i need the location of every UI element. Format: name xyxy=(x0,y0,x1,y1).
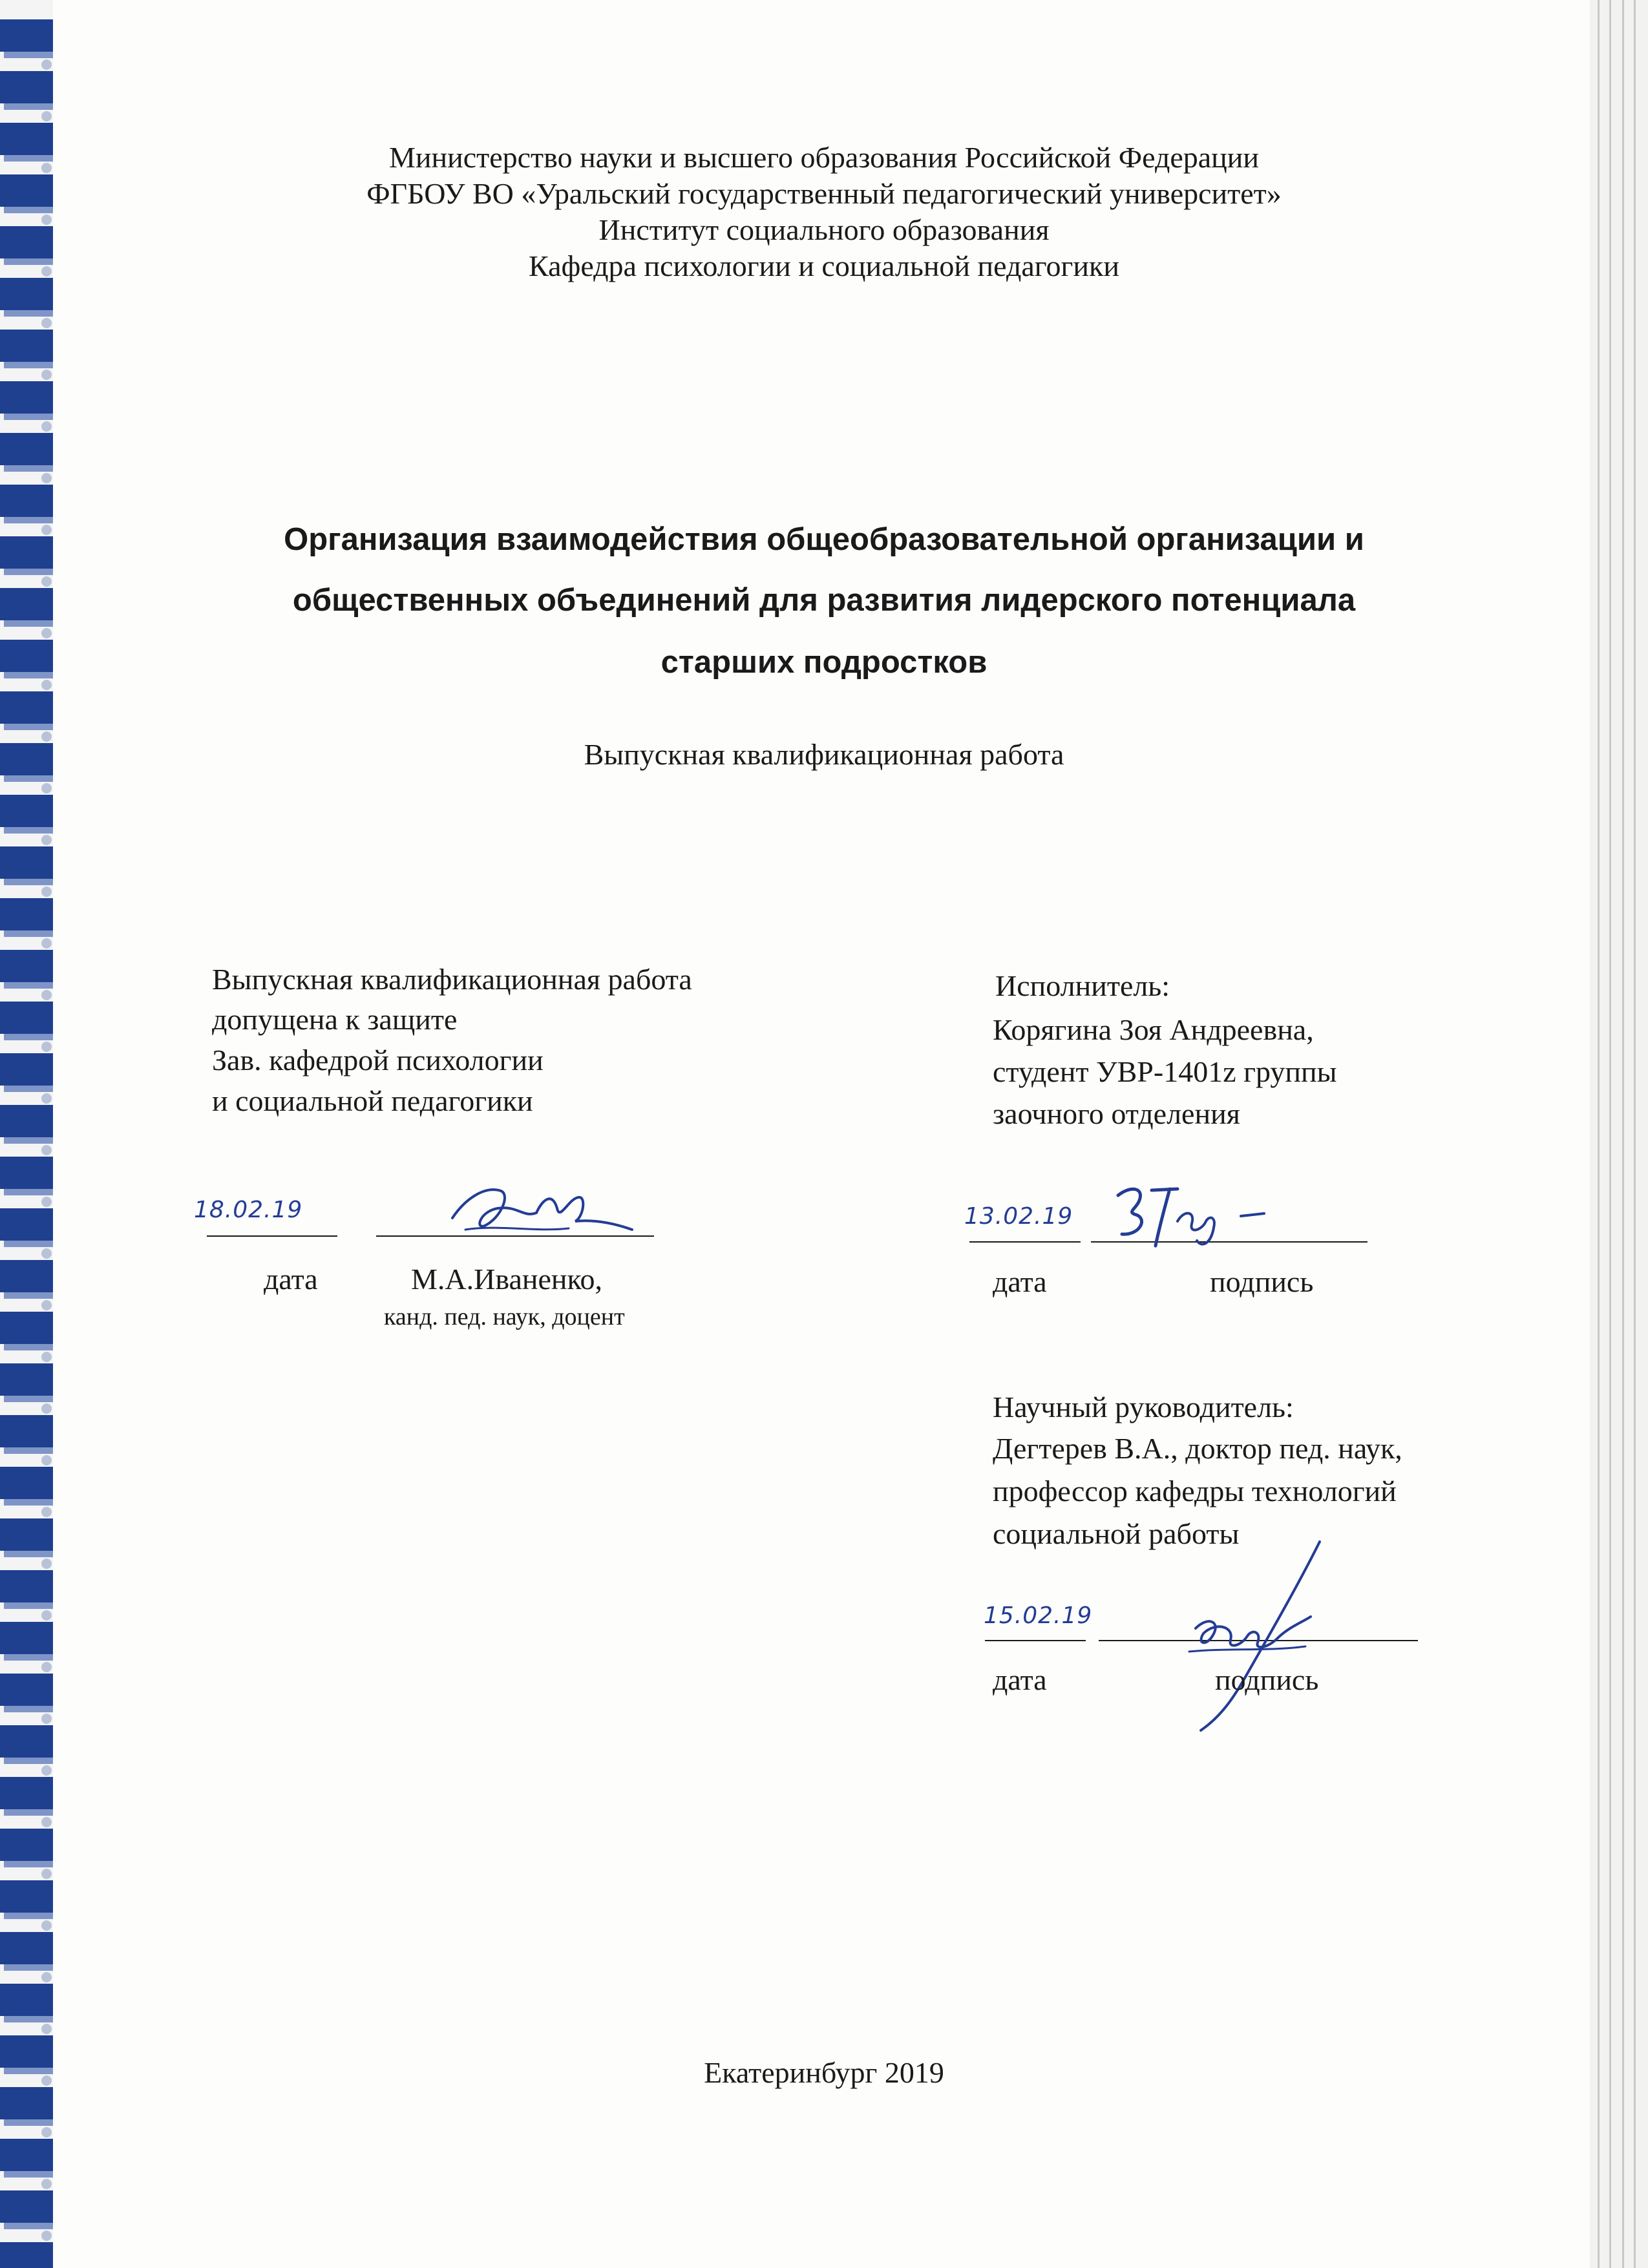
binding-tab xyxy=(0,2139,53,2171)
approval-line-2: допущена к защите xyxy=(212,1003,458,1036)
ministry-line: Министерство науки и высшего образования Российской Федерации xyxy=(388,141,1260,174)
approval-rank: канд. пед. наук, доцент xyxy=(384,1303,625,1330)
author-name: Корягина Зоя Андреевна, xyxy=(993,1013,1314,1046)
approval-signature xyxy=(439,1173,633,1244)
binding-tab xyxy=(0,1777,53,1809)
binding-tab xyxy=(0,1260,53,1292)
binding-tab xyxy=(0,1467,53,1499)
approval-line-3: Зав. кафедрой психологии xyxy=(212,1044,544,1076)
binding-tab xyxy=(0,1208,53,1241)
binding-ring xyxy=(41,473,52,483)
binding-ring xyxy=(41,318,52,328)
page-edges xyxy=(1590,0,1648,2268)
binding-tab xyxy=(0,898,53,930)
supervisor-sign-label: подпись xyxy=(1215,1663,1319,1696)
binding-tab xyxy=(0,1053,53,1086)
binding-tab xyxy=(0,691,53,724)
binding-ring xyxy=(41,2024,52,2034)
city-year: Екатеринбург 2019 xyxy=(704,2056,944,2089)
author-sign-label: подпись xyxy=(1210,1265,1314,1298)
author-date-label: дата xyxy=(993,1265,1047,1298)
binding-tab xyxy=(0,950,53,982)
binding-tab xyxy=(0,1518,53,1551)
approval-line-1: Выпускная квалификационная работа xyxy=(212,963,692,996)
supervisor-label: Научный руководитель: xyxy=(993,1391,1294,1423)
binding-tab xyxy=(0,2190,53,2223)
author-signature xyxy=(1105,1176,1273,1254)
binding-tab xyxy=(0,1622,53,1654)
work-type: Выпускная квалификационная работа xyxy=(584,738,1064,771)
binding-tab xyxy=(0,2087,53,2119)
author-date-handwritten: 13.02.19 xyxy=(964,1203,1073,1230)
thesis-title-line-3: старших подростков xyxy=(660,645,988,680)
binding-ring xyxy=(41,111,52,121)
binding-ring xyxy=(41,1972,52,1982)
approval-line-4: и социальной педагогики xyxy=(212,1084,533,1117)
binding-tab xyxy=(0,846,53,879)
binding-ring xyxy=(41,628,52,638)
binding-ring xyxy=(41,990,52,1000)
binding-ring xyxy=(41,1248,52,1259)
binding-tab xyxy=(0,1105,53,1137)
binding-ring xyxy=(41,2231,52,2241)
approval-date-line xyxy=(207,1235,337,1237)
approval-date-label: дата xyxy=(264,1263,318,1296)
binding-tab xyxy=(0,1984,53,2016)
binding-tab xyxy=(0,1415,53,1447)
supervisor-line-1: Дегтерев В.А., доктор пед. наук, xyxy=(993,1432,1402,1465)
binding-tab xyxy=(0,1157,53,1189)
binding-ring xyxy=(41,938,52,949)
binding-tab xyxy=(0,1880,53,1913)
supervisor-date-line xyxy=(985,1640,1086,1641)
binding-ring xyxy=(41,1714,52,1724)
binding-tab xyxy=(0,1002,53,1034)
binding-ring xyxy=(41,1042,52,1052)
binding-ring xyxy=(41,1145,52,1155)
binding-tab xyxy=(0,330,53,362)
binding-ring xyxy=(41,1507,52,1517)
thesis-title-line-1: Организация взаимодействия общеобразовательной организации и xyxy=(284,522,1364,557)
binding-ring xyxy=(41,1817,52,1827)
binding-ring xyxy=(41,1352,52,1362)
binding-ring xyxy=(41,1610,52,1621)
binding-ring xyxy=(41,59,52,70)
department-line: Кафедра психологии и социальной педагогики xyxy=(529,249,1119,282)
binding-tab xyxy=(0,433,53,465)
binding-ring xyxy=(41,1662,52,1672)
binding-ring xyxy=(41,1869,52,1879)
binding-ring xyxy=(41,2179,52,2189)
supervisor-line-3: социальной работы xyxy=(993,1517,1240,1550)
binding-ring xyxy=(41,1300,52,1310)
binding-tab xyxy=(0,485,53,517)
binding-ring xyxy=(41,1920,52,1931)
supervisor-signature xyxy=(1150,1525,1344,1738)
approval-date-handwritten: 18.02.19 xyxy=(194,1197,303,1223)
binding-ring xyxy=(41,421,52,432)
binding-tab xyxy=(0,381,53,414)
binding-tab xyxy=(0,1725,53,1758)
binding-ring xyxy=(41,1455,52,1465)
binding-ring xyxy=(41,1559,52,1569)
binding-tab xyxy=(0,795,53,827)
thesis-title-line-2: общественных объединений для развития лидерского потенциала xyxy=(292,583,1356,618)
binding-ring xyxy=(41,1093,52,1104)
author-label: Исполнитель: xyxy=(995,969,1170,1002)
binding-ring xyxy=(41,370,52,380)
binding-tab xyxy=(0,1570,53,1602)
binding-tab xyxy=(0,1932,53,1964)
binding-ring xyxy=(41,835,52,845)
author-group: студент УВР-1401z группы xyxy=(993,1055,1337,1088)
binding-ring xyxy=(41,783,52,793)
binding-tab xyxy=(0,1363,53,1396)
binding-tab xyxy=(0,19,53,52)
binding-ring xyxy=(41,1403,52,1414)
university-line: ФГБОУ ВО «Уральский государственный педагогический университет» xyxy=(366,177,1282,210)
binding-tab xyxy=(0,1829,53,1861)
binding-ring xyxy=(41,1765,52,1776)
binding-tab xyxy=(0,1312,53,1344)
author-dept: заочного отделения xyxy=(993,1097,1240,1130)
supervisor-line-2: профессор кафедры технологий xyxy=(993,1475,1397,1507)
binding-tab xyxy=(0,71,53,103)
supervisor-date-handwritten: 15.02.19 xyxy=(984,1602,1093,1629)
author-date-line xyxy=(969,1241,1081,1243)
binding-ring xyxy=(41,2127,52,2137)
binding-ring xyxy=(41,887,52,897)
binding-tab xyxy=(0,2242,53,2268)
supervisor-date-label: дата xyxy=(993,1663,1047,1696)
approval-name: М.А.Иваненко, xyxy=(411,1263,603,1296)
binding-ring xyxy=(41,1197,52,1207)
binding-tab xyxy=(0,1674,53,1706)
institute-line: Институт социального образования xyxy=(598,213,1050,246)
